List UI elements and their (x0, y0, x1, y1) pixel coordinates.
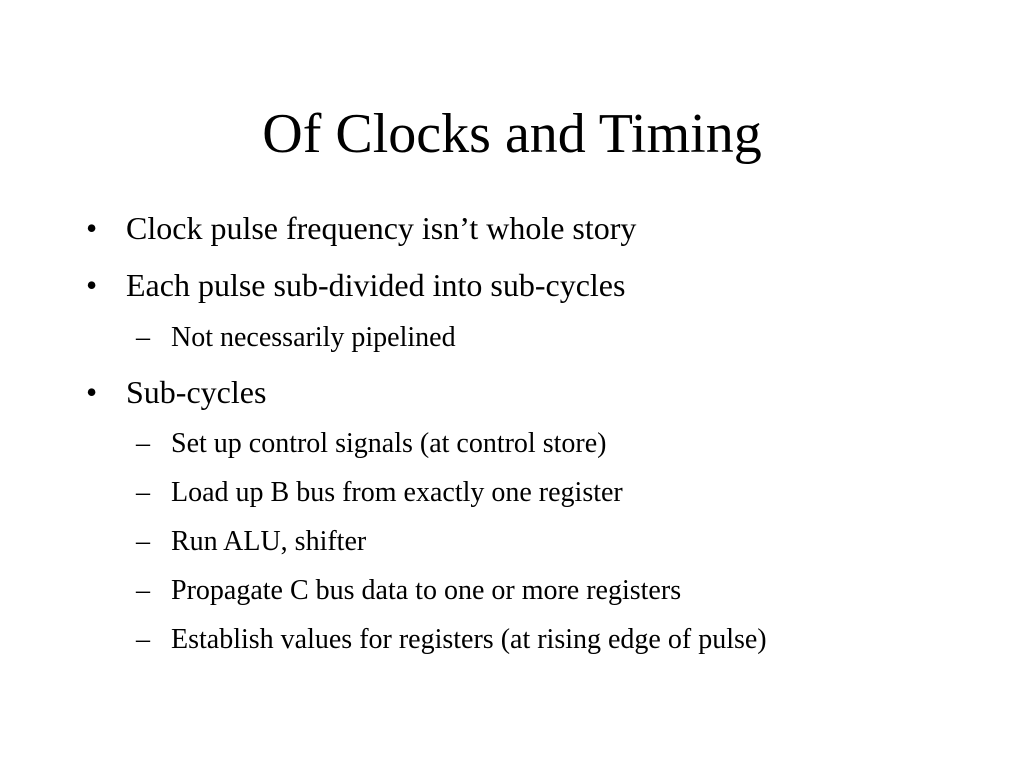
bullet-marker: • (86, 374, 98, 410)
dash-marker: – (136, 428, 150, 459)
dash-marker: – (136, 575, 150, 606)
dash-marker: – (136, 526, 150, 557)
sub-bullet-text: Load up B bus from exactly one register (171, 477, 623, 508)
sub-bullet-text: Not necessarily pipelined (171, 322, 456, 353)
sub-bullet-text: Run ALU, shifter (171, 526, 367, 557)
dash-marker: – (136, 624, 150, 655)
sub-bullet-text: Establish values for registers (at rising edge of pulse) (171, 624, 767, 655)
sub-bullet-text: Propagate C bus data to one or more registers (171, 575, 682, 606)
bullet-text: Sub-cycles (126, 374, 267, 410)
sub-bullet-text: Set up control signals (at control store) (171, 428, 607, 459)
dash-marker: – (136, 477, 150, 508)
bullet-text: Each pulse sub-divided into sub-cycles (126, 267, 626, 303)
bullet-text: Clock pulse frequency isn’t whole story (126, 210, 637, 246)
slide-title: Of Clocks and Timing (262, 103, 762, 165)
dash-marker: – (136, 322, 150, 353)
bullet-marker: • (86, 267, 98, 303)
bullet-marker: • (86, 210, 98, 246)
